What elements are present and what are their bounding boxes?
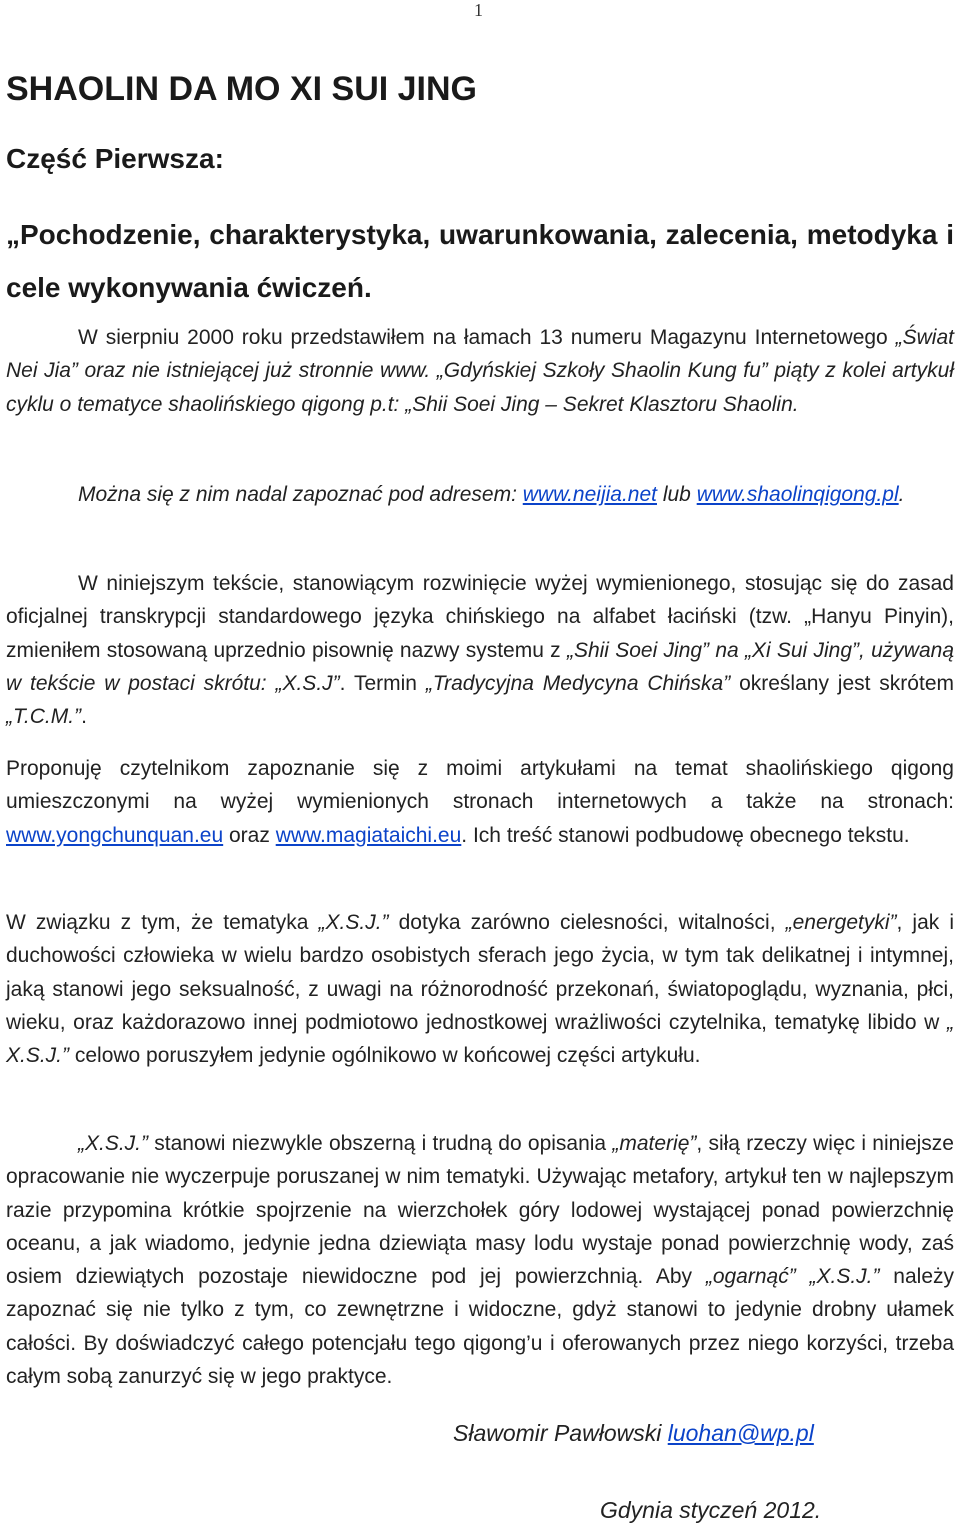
intro-text: W sierpniu 2000 roku przedstawiłem na łamach 13 numeru Magazynu Internetowego bbox=[78, 326, 896, 349]
metaphor-text-a: stanowi niezwykle obszerną i trudną do opisania bbox=[148, 1132, 613, 1155]
links-end: . bbox=[898, 483, 905, 506]
topic-italic-b: „energetyki” bbox=[785, 911, 897, 934]
author-name: Sławomir Pawłowski bbox=[453, 1420, 668, 1446]
transcription-italic-b: „Tradycyjna Medycyna Chińska” bbox=[425, 671, 731, 695]
intro-italic: „Świat Nei Jia” oraz nie istniejącej już stronnie www. „Gdyńskiej Szkoły Shaolin Kung fu” piąty z kolei artykuł cyklu o tematyce shaolińskiego qigong p.t: „Shii Soei Jing – Sekret Klasztoru Shaolin. bbox=[6, 326, 954, 416]
topic-italic-c: „ X.S.J.” bbox=[6, 1010, 954, 1068]
link-shaolinqigong[interactable]: www.shaolinqigong.pl bbox=[696, 483, 899, 506]
transcription-text: W niniejszym tekście, stanowiącym rozwinięcie wyżej wymienionego, stosując się do zasad oficjalnej transkrypcji standardowego języka chińskiego na alfabet łaciński (tzw. „Hanyu Pinyin), zmieniłem stosowaną uprzednio pisownię nazwy systemu z bbox=[6, 572, 954, 662]
metaphor-italic-c: „ogarnąć” „X.S.J.” bbox=[705, 1265, 880, 1289]
page-number: 1 bbox=[474, 0, 483, 20]
author-signature bbox=[453, 1420, 814, 1447]
articles-end: . Ich treść stanowi podbudowę obecnego tekstu. bbox=[461, 823, 910, 847]
link-yongchunquan[interactable]: www.yongchunquan.eu bbox=[6, 823, 224, 847]
transcription-italic-a: „Shii Soei Jing” na „Xi Sui Jing”, używaną w tekście w postaci skrótu: „X.S.J” bbox=[6, 638, 954, 695]
link-magiataichi[interactable]: www.magiataichi.eu bbox=[275, 823, 462, 847]
metaphor-text-c: należy zapoznać się nie tylko z tym, co zewnętrzne i widoczne, gdyż stanowi to jedynie drobny ułamek całości. By doświadczyć całego potencjału tego qigong’u i oferowanych przez niego korzyści, trzeba całym sobą zanurzyć się w jego praktyce. bbox=[6, 1265, 954, 1389]
paragraph-transcription bbox=[6, 567, 954, 733]
document-title: SHAOLIN DA MO XI SUI JING bbox=[6, 70, 478, 108]
metaphor-italic-b: „materię” bbox=[612, 1132, 697, 1155]
metaphor-text-b: , siłą rzeczy więc i niniejsze opracowanie nie wyczerpuje poruszanej w nim tematyki. Używając metafory, artykuł ten w najlepszym razie przypomina krótkie spojrzenie na wierzchołek góry lodowej wystającej ponad powierzchnię oceanu, a jak wiadomo, jedynie jedna dziewiąta masy lodu wystaje ponad powierzchnię wody, zaś osiem dziewiątych pozostaje niewidoczne pod jej powierzchnią. Aby bbox=[6, 1132, 954, 1289]
paragraph-metaphor bbox=[6, 1127, 954, 1393]
links-text: Można się z nim nadal zapoznać pod adresem: bbox=[78, 483, 523, 506]
section-subtitle: „Pochodzenie, charakterystyka, uwarunkowania, zalecenia, metodyka i cele wykonywania ćwiczeń. bbox=[6, 219, 954, 303]
metaphor-italic-a: „X.S.J.” bbox=[78, 1132, 149, 1155]
topic-text-d: celowo poruszyłem jedynie ogólnikowo w końcowej części artykułu. bbox=[69, 1044, 701, 1068]
topic-text-a: W związku z tym, że tematyka bbox=[6, 911, 319, 934]
topic-italic-a: „X.S.J.” bbox=[318, 911, 389, 934]
topic-text-b: dotyka zarówno cielesności, witalności, bbox=[388, 911, 786, 934]
articles-or: oraz bbox=[223, 823, 276, 847]
links-or: lub bbox=[656, 483, 697, 506]
paragraph-intro bbox=[6, 321, 954, 421]
date-line: Gdynia styczeń 2012. bbox=[600, 1497, 822, 1523]
paragraph-topic bbox=[6, 906, 954, 1072]
transcription-text-b: . Termin bbox=[339, 671, 426, 695]
part-heading: Część Pierwsza: bbox=[6, 143, 224, 174]
articles-text: Proponuję czytelnikom zapoznanie się z moimi artykułami na temat shaolińskiego qigong umieszczonymi na wyżej wymienionych stronach internetowych a także na stronach: bbox=[6, 757, 954, 814]
paragraph-links bbox=[6, 478, 954, 511]
link-neijia[interactable]: www.neijia.net bbox=[522, 483, 657, 506]
paragraph-articles bbox=[6, 752, 954, 852]
author-email-link[interactable]: luohan@wp.pl bbox=[667, 1420, 814, 1446]
transcription-italic-c: „T.C.M.” bbox=[6, 705, 82, 729]
transcription-text-c: określany jest skrótem bbox=[730, 671, 954, 695]
topic-text-c: , jak i duchowości człowieka w wielu bardzo osobistych sferach jego życia, w tym tak delikatnej i intymnej, jaką stanowi jego seksualność, z uwagi na różnorodność przekonań, światopoglądu, wyznania, płci, wieku, oraz każdorazowo innej podmiotowo jednostkowej wrażliwości czytelnika, tematykę libido w bbox=[6, 911, 955, 1034]
transcription-end: . bbox=[81, 705, 87, 729]
